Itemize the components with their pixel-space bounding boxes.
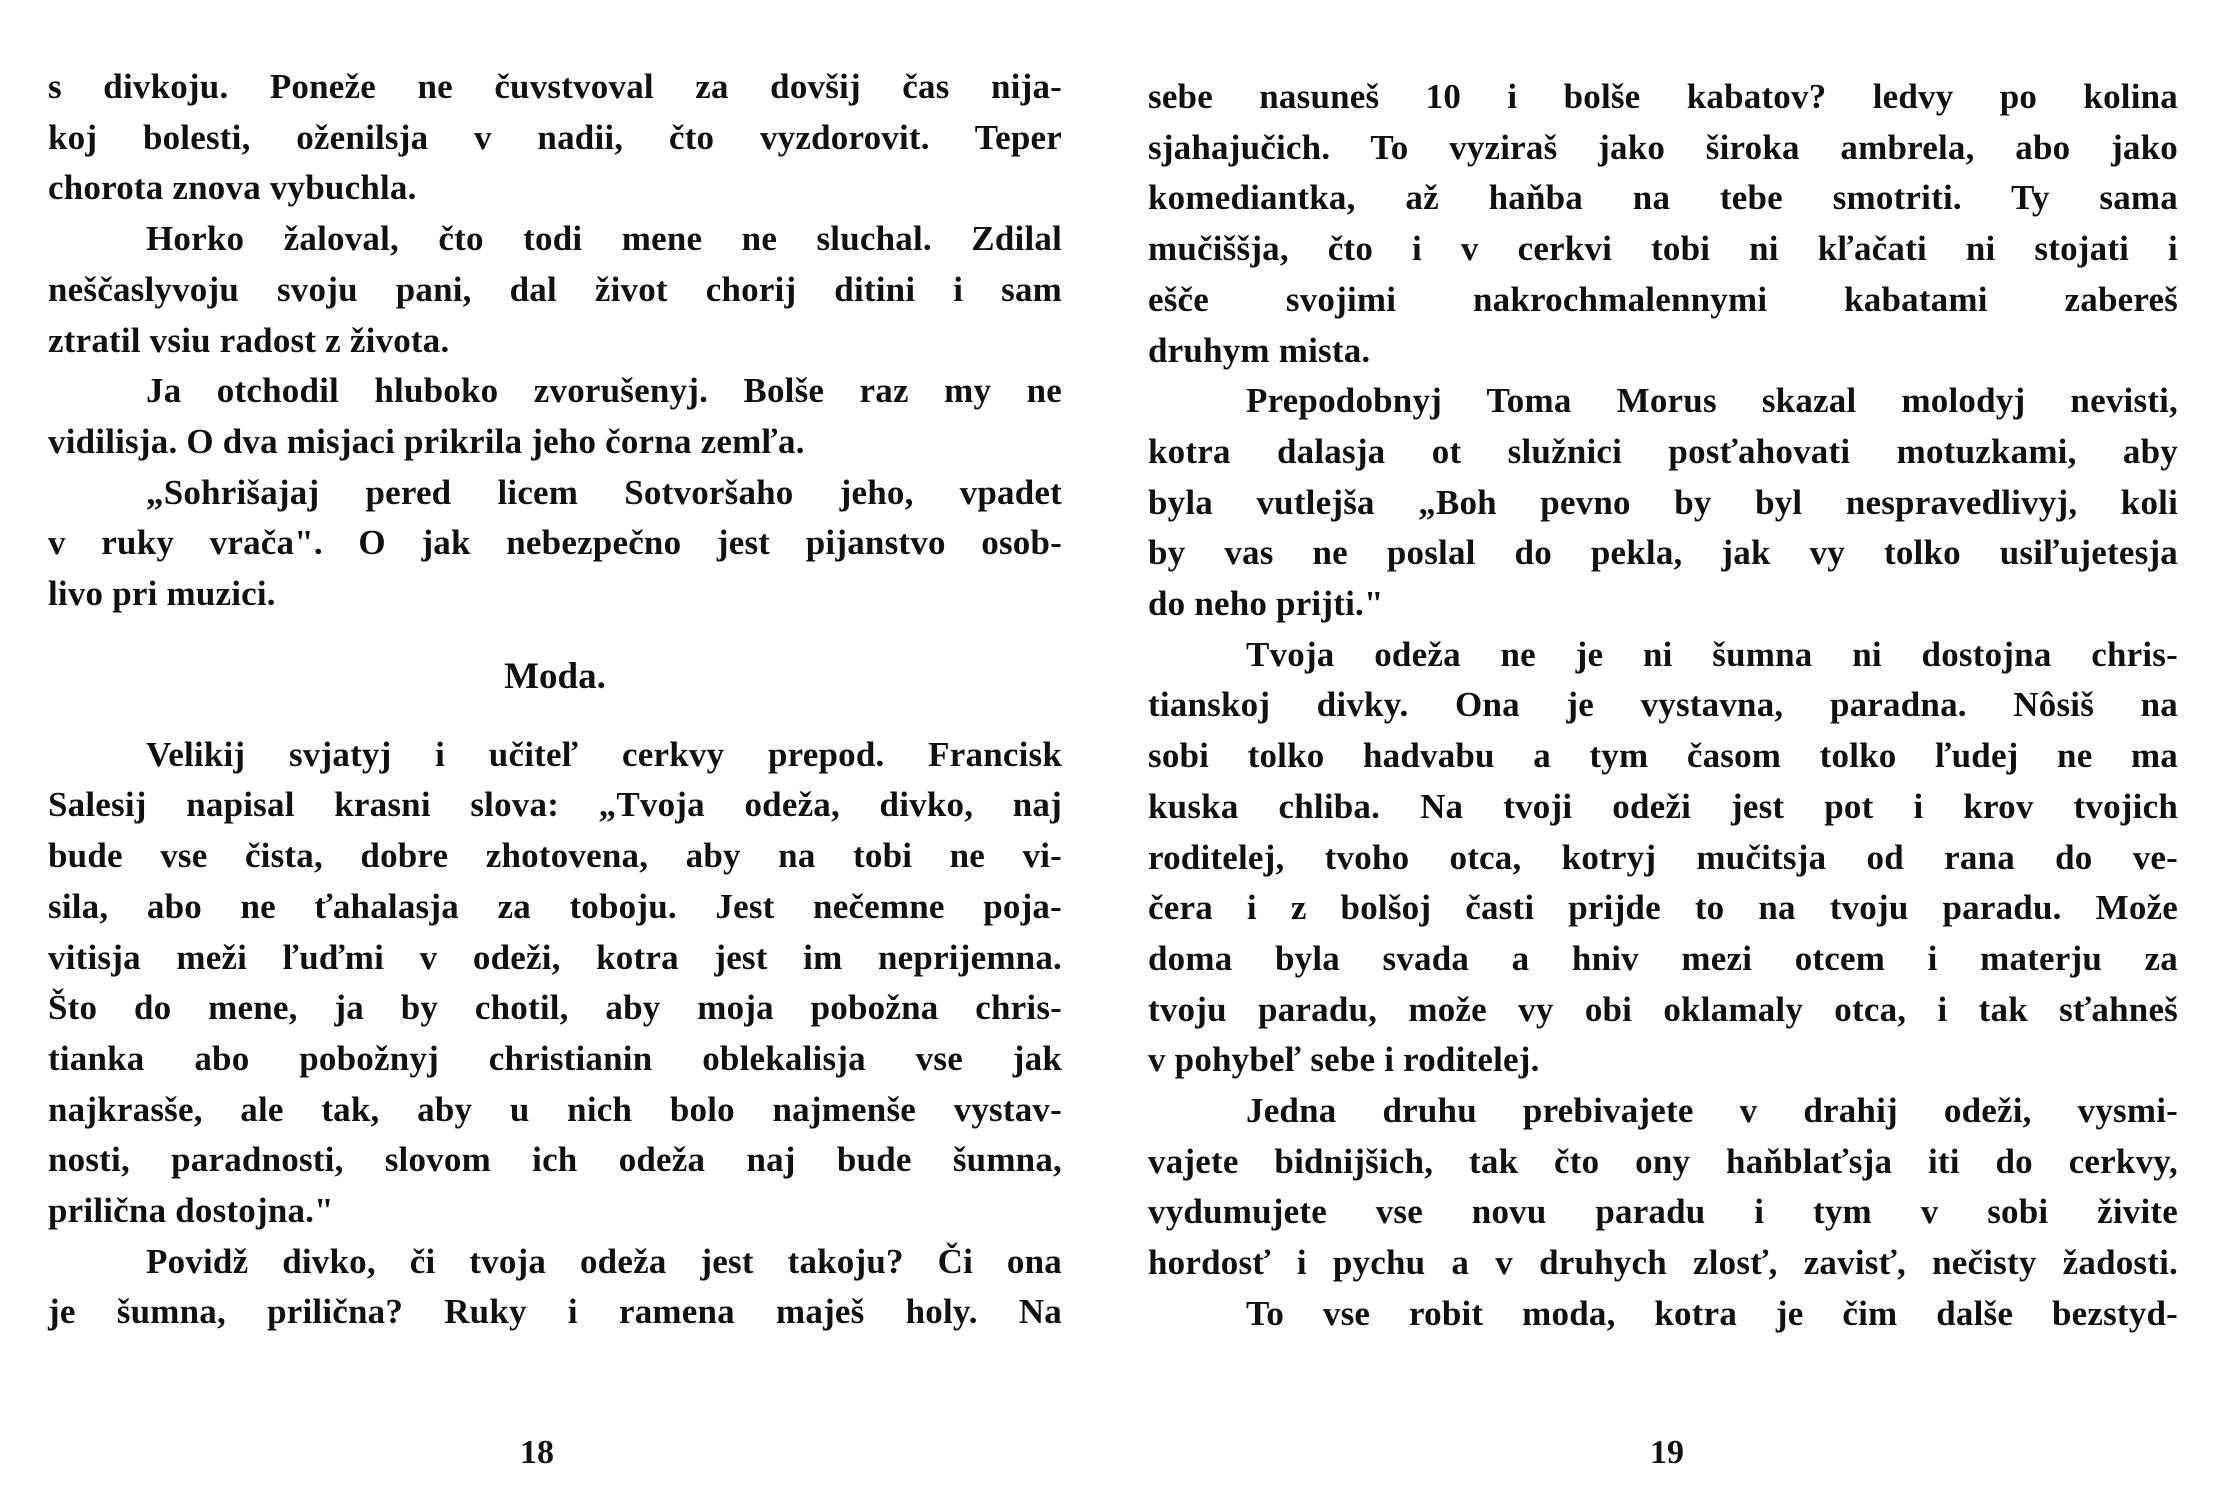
text-line: Tvoja odeža ne je ni šumna ni dostojna chris- [1246,634,2178,674]
text-line: druhym mista. [1148,330,1371,370]
right-paragraph-5 [1148,1289,2178,1340]
page-number-left: 18 [520,1434,554,1471]
text-line: je šumna, prilična? Ruky i ramena maješ holy. Na [48,1292,1062,1332]
text-line: nosti, paradnosti, slovom ich odeža naj bude šumna, [48,1140,1062,1180]
left-paragraph-1 [48,62,1062,214]
text-line: tianskoj divky. Ona je vystavna, paradna. Nôsiš na [1148,685,2178,725]
text-line: sjahajučich. To vyziraš jako široka ambrela, abo jako [1148,127,2178,167]
text-line: by vas ne poslal do pekla, jak vy tolko usiľujetesja [1148,533,2178,573]
text-line: Prepodobnyj Toma Morus skazal molodyj nevisti, [1246,381,2178,421]
left-paragraph-5 [48,730,1062,1237]
text-line: do neho prijti." [1148,584,1384,624]
text-line: ztratil vsiu radost z života. [48,320,450,360]
text-line: livo pri muzici. [48,574,276,614]
right-paragraph-4 [1148,1086,2178,1289]
left-paragraph-2 [48,214,1062,366]
text-line: To vse robit moda, kotra je čim dalše bezstyd- [1246,1293,2178,1333]
text-line: vitisja meži ľuďmi v odeži, kotra jest im neprijemna. [48,937,1062,977]
text-line: „Sohrišajaj pered licem Sotvoršaho jeho, vpadet [146,472,1062,512]
text-line: čera i z bolšoj časti prijde to na tvoju paradu. Može [1148,888,2178,928]
section-heading: Moda. [504,655,606,697]
text-line: roditelej, tvoho otca, kotryj mučitsja od rana do ve- [1148,837,2178,877]
text-line: vydumujete vse novu paradu i tym v sobi živite [1148,1192,2178,1232]
text-line: bude vse čista, dobre zhotovena, aby na tobi ne vi- [48,836,1062,876]
text-line: kotra dalasja ot služnici posťahovati motuzkami, aby [1148,431,2178,471]
text-line: v pohybeľ sebe i roditelej. [1148,1040,1540,1080]
right-page [1148,72,2178,1340]
left-paragraph-6 [48,1237,1062,1338]
text-line: vajete bidnijšich, tak čto ony haňblaťsja iti do cerkvy, [1148,1141,2178,1181]
text-line: koj bolesti, oženilsja v nadii, čto vyzdorovit. Teper [48,117,1062,157]
text-line: tvoju paradu, može vy obi oklamaly otca, i tak sťahneš [1148,989,2178,1029]
right-paragraph-2 [1148,376,2178,630]
text-line: neščaslyvoju svoju pani, dal život chorij ditini i sam [48,269,1062,309]
text-line: sila, abo ne ťahalasja za toboju. Jest nečemne poja- [48,886,1062,926]
text-line: v ruky vrača". O jak nebezpečno jest pijanstvo osob- [48,523,1062,563]
right-paragraph-3 [1148,630,2178,1086]
text-line: doma byla svada a hniv mezi otcem i materju za [1148,938,2178,978]
text-line: Ja otchodil hluboko zvorušenyj. Bolše raz my ne [146,371,1062,411]
text-line: sebe nasuneš 10 i bolše kabatov? ledvy po kolina [1148,77,2178,116]
left-paragraph-4 [48,468,1062,620]
text-line: chorota znova vybuchla. [48,168,417,208]
text-line: kuska chliba. Na tvoji odeži jest pot i krov tvojich [1148,786,2178,826]
text-line: hordosť i pychu a v druhych zlosť, zavisť, nečisty žadosti. [1148,1243,2178,1283]
text-line: Velikij svjatyj i učiteľ cerkvy prepod. Francisk [146,734,1062,774]
text-line: byla vutlejša „Boh pevno by byl nespravedlivyj, koli [1148,482,2178,522]
text-line: Što do mene, ja by chotil, aby moja pobožna chris- [48,988,1062,1028]
text-line: Salesij napisal krasni slova: „Tvoja odeža, divko, naj [48,785,1062,825]
text-line: najkrasše, ale tak, aby u nich bolo najmenše vystav- [48,1089,1062,1129]
left-page [48,62,1062,1338]
text-line: tianka abo pobožnyj christianin oblekalisja vse jak [48,1038,1062,1078]
text-line: Jedna druhu prebivajete v drahij odeži, vysmi- [1246,1091,2178,1131]
text-line: Horko žaloval, čto todi mene ne sluchal. Zdilal [146,219,1062,259]
text-line: Povidž divko, či tvoja odeža jest takoju? Či ona [146,1241,1062,1281]
right-paragraph-1 [1148,72,2178,376]
text-line: komediantka, až haňba na tebe smotriti. Ty sama [1148,178,2178,218]
text-line: ešče svojimi nakrochmalennymi kabatami zabereš [1148,279,2178,319]
left-paragraph-3 [48,366,1062,467]
text-line: mučiššja, čto i v cerkvi tobi ni kľačati ni stojati i [1148,229,2178,269]
text-line: vidilisja. O dva misjaci prikrila jeho čorna zemľa. [48,421,805,461]
text-line: prilična dostojna." [48,1191,334,1231]
text-line: s divkoju. Poneže ne čuvstvoval za dovšij čas nija- [48,67,1062,106]
text-line: sobi tolko hadvabu a tym časom tolko ľudej ne ma [1148,736,2178,776]
page-number-right: 19 [1650,1434,1684,1471]
